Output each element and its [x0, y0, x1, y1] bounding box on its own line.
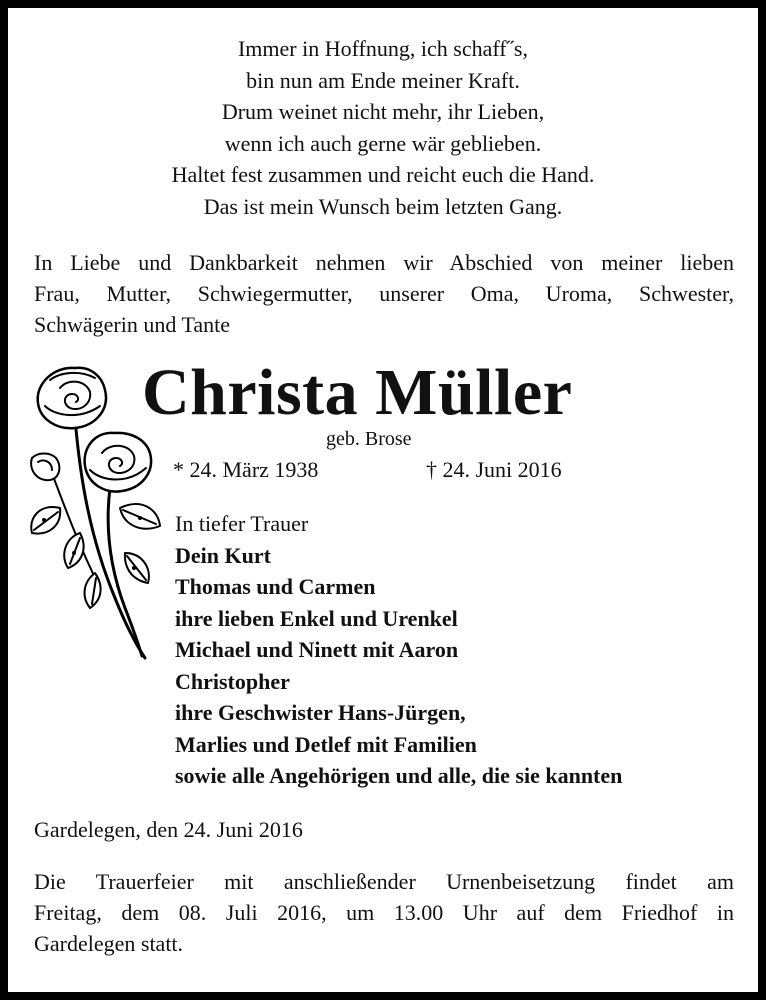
intro-line: Schwägerin und Tante: [34, 312, 231, 337]
mourner-line: sowie alle Angehörigen und alle, die sie kannten: [175, 763, 623, 788]
poem-line: bin nun am Ende meiner Kraft.: [246, 67, 520, 93]
birth-date: * 24. März 1938: [173, 457, 319, 482]
notice-line: Die Trauerfeier mit anschließender Urnenbeisetzung findet am: [34, 869, 734, 894]
mourner-line: Thomas und Carmen: [175, 574, 376, 599]
poem-line: Haltet fest zusammen und reicht euch die Hand.: [171, 162, 595, 187]
mourners-list: [175, 508, 622, 792]
poem-line: Drum weinet nicht mehr, ihr Lieben,: [221, 99, 545, 124]
poem-line: Das ist mein Wunsch beim letzten Gang.: [203, 193, 563, 219]
notice-line: Freitag, dem 08. Juli 2016, um 13.00 Uhr auf dem Friedhof in: [34, 900, 734, 925]
intro-text: [34, 247, 734, 340]
death-date: † 24. Juni 2016: [426, 457, 562, 482]
mourner-line: ihre lieben Enkel und Urenkel: [175, 605, 458, 631]
poem: [40, 33, 726, 222]
mourner-line: Marlies und Detlef mit Familien: [175, 731, 477, 757]
deceased-name: Christa Müller: [142, 356, 573, 429]
mourners-heading: In tiefer Trauer: [175, 511, 309, 536]
place-date: Gardelegen, den 24. Juni 2016: [34, 817, 303, 842]
notice-line: Gardelegen statt.: [34, 931, 184, 956]
intro-line: In Liebe und Dankbarkeit nehmen wir Abschied von meiner lieben: [34, 250, 734, 275]
mourner-line: Dein Kurt: [175, 542, 271, 568]
mourner-line: ihre Geschwister Hans-Jürgen,: [175, 700, 466, 725]
poem-line: wenn ich auch gerne wär geblieben.: [224, 130, 542, 156]
mourner-line: Christopher: [175, 668, 290, 694]
maiden-name: geb. Brose: [326, 428, 412, 450]
intro-line: Frau, Mutter, Schwiegermutter, unserer Oma, Uroma, Schwester,: [34, 281, 734, 306]
mourner-line: Michael und Ninett mit Aaron: [175, 637, 459, 662]
funeral-notice: [34, 866, 734, 959]
poem-line: Immer in Hoffnung, ich schaff˝s,: [237, 36, 528, 61]
